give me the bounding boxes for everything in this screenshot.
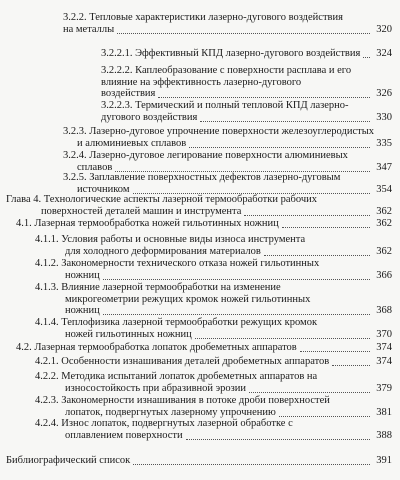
toc-dot-leader: [117, 32, 370, 34]
toc-entry-title-line: воздействия: [101, 88, 156, 99]
toc-page-number: 374: [376, 342, 392, 353]
toc-entry-title-line: 3.2.3. Лазерно-дуговое упрочнение поверхности железоуглеродистых: [63, 126, 375, 137]
toc-entry[interactable]: [16, 218, 392, 230]
toc-entry-title-line: 3.2.2.1. Эффективный КПД лазерно-дугового воздействия: [101, 48, 361, 59]
toc-dot-leader: [195, 337, 370, 339]
toc-entry-title-line: на металлы: [63, 23, 115, 35]
toc-dot-leader: [279, 415, 370, 417]
toc-entry-title-line: источником: [77, 183, 130, 195]
toc-page-number: 335: [376, 137, 392, 149]
toc-page-number: 388: [376, 429, 392, 441]
toc-entry-title-line: 4.1. Лазерная термообработка ножей гильотинных ножниц: [16, 218, 279, 229]
toc-entry-title-line: дугового воздействия: [101, 111, 198, 123]
toc-entry-title-line: 4.1.3. Влияние лазерной термообработки на изменение: [35, 282, 281, 293]
toc-entry-title-line: 3.2.5. Заплавление поверхностных дефектов лазерно-дуговым: [63, 172, 341, 183]
toc-entry[interactable]: [63, 126, 392, 149]
toc-dot-leader: [186, 438, 370, 440]
toc-entry[interactable]: [35, 356, 392, 368]
toc-entry-title-line: 4.1.4. Теплофизика лазерной термообработки режущих кромок: [35, 317, 318, 328]
toc-page-number: 362: [376, 205, 392, 217]
toc-page-number: 347: [376, 161, 392, 173]
toc-page-number: 324: [376, 48, 392, 59]
toc-page-number: 368: [376, 305, 392, 316]
toc-entry-title-line: 4.2.1. Особенности изнашивания деталей дробеметных аппаратов: [35, 356, 330, 367]
toc-page-number: 320: [376, 23, 392, 35]
toc-dot-leader: [264, 254, 370, 256]
toc-entry-title-line: 3.2.2.2. Каплеобразование с поверхности расплава и его: [101, 65, 352, 76]
toc-entry[interactable]: [101, 48, 392, 60]
toc-entry[interactable]: [35, 395, 392, 418]
toc-entry[interactable]: [6, 455, 392, 467]
toc-entry-title-line: 4.2. Лазерная термообработка лопаток дробеметных аппаратов: [16, 342, 297, 353]
toc-entry-title-line: и алюминиевых сплавов: [77, 137, 187, 149]
toc-dot-leader: [103, 278, 370, 280]
toc-dot-leader: [133, 463, 370, 465]
toc-page-number: 379: [376, 382, 392, 394]
toc-entry-title-line: оплавлением поверхности: [65, 429, 183, 441]
toc-page-number: 374: [376, 356, 392, 367]
toc-entry[interactable]: [35, 371, 392, 394]
toc-page-number: 391: [376, 455, 392, 466]
toc-entry[interactable]: [35, 258, 392, 281]
toc-entry[interactable]: [63, 172, 392, 195]
toc-page-number: 362: [376, 218, 392, 229]
toc-page-number: 330: [376, 111, 392, 123]
toc-dot-leader: [363, 56, 370, 58]
toc-entry[interactable]: [35, 317, 392, 340]
toc-dot-leader: [189, 146, 370, 148]
toc-entry[interactable]: [6, 194, 392, 217]
toc-page-number: 381: [376, 406, 392, 418]
toc-dot-leader: [244, 214, 370, 216]
toc-entry-title-line: поверхностей деталей машин и инструмента: [41, 205, 242, 217]
toc-entry[interactable]: [35, 234, 392, 257]
toc-dot-leader: [103, 313, 370, 315]
toc-entry-title-line: 3.2.2. Тепловые характеристики лазерно-дугового воздействия: [63, 12, 343, 23]
toc-entry-title-line: 4.2.2. Методика испытаний лопаток дробеметных аппаратов на: [35, 371, 318, 382]
toc-entry[interactable]: [101, 100, 392, 123]
toc-dot-leader: [282, 226, 370, 228]
toc-entry-title-line: ножей гильотинных ножниц: [65, 328, 192, 340]
toc-entry-title-line: износостойкость при абразивной эрозии: [65, 382, 247, 394]
toc-entry-title-line: Глава 4. Технологические аспекты лазерной термообработки рабочих: [6, 194, 317, 205]
toc-entry-title-line: 4.1.2. Закономерности технического отказа ножей гильотинных: [35, 258, 320, 269]
toc-entry-title-line: влияние на эффективность лазерно-дугового: [101, 76, 302, 88]
toc-entry[interactable]: [35, 282, 392, 317]
toc-entry-title-line: ножниц: [65, 269, 100, 281]
toc-page-number: 326: [376, 88, 392, 99]
toc-entry-title-line: 4.1.1. Условия работы и основные виды износа инструмента: [35, 234, 306, 245]
toc-entry-title-line: микрогеометрии режущих кромок ножей гильотинных: [65, 293, 311, 305]
toc-entry[interactable]: [101, 65, 392, 100]
toc-page-number: 354: [376, 183, 392, 195]
toc-page-number: 370: [376, 328, 392, 340]
toc-dot-leader: [158, 96, 370, 98]
toc-entry-title-line: ножниц: [65, 305, 100, 316]
toc-entry-title-line: сплавов: [77, 161, 113, 173]
toc-dot-leader: [200, 120, 370, 122]
toc-entry[interactable]: [63, 150, 392, 173]
toc-entry-title-line: 4.2.4. Износ лопаток, подвергнутых лазерной обработке с: [35, 418, 293, 429]
toc-page-number: 366: [376, 269, 392, 281]
toc-entry-title-line: 3.2.4. Лазерно-дуговое легирование поверхности алюминиевых: [63, 150, 348, 161]
toc-entry[interactable]: [16, 342, 392, 354]
toc-entry-title-line: лопаток, подвергнутых лазерному упрочнению: [65, 406, 276, 418]
toc-entry[interactable]: [63, 12, 392, 35]
toc-entry[interactable]: [35, 418, 392, 441]
toc-entry-title-line: 4.2.3. Закономерности изнашивания в потоке дроби поверхностей: [35, 395, 330, 406]
toc-entry-title-line: 3.2.2.3. Термический и полный тепловой КПД лазерно-: [101, 100, 349, 111]
toc-entry-title-line: для холодного деформирования материалов: [65, 245, 261, 257]
toc-dot-leader: [332, 364, 370, 366]
toc-page-number: 362: [376, 245, 392, 257]
toc-dot-leader: [300, 350, 370, 352]
toc-dot-leader: [249, 391, 370, 393]
toc-entry-title-line: Библиографический список: [6, 455, 131, 466]
